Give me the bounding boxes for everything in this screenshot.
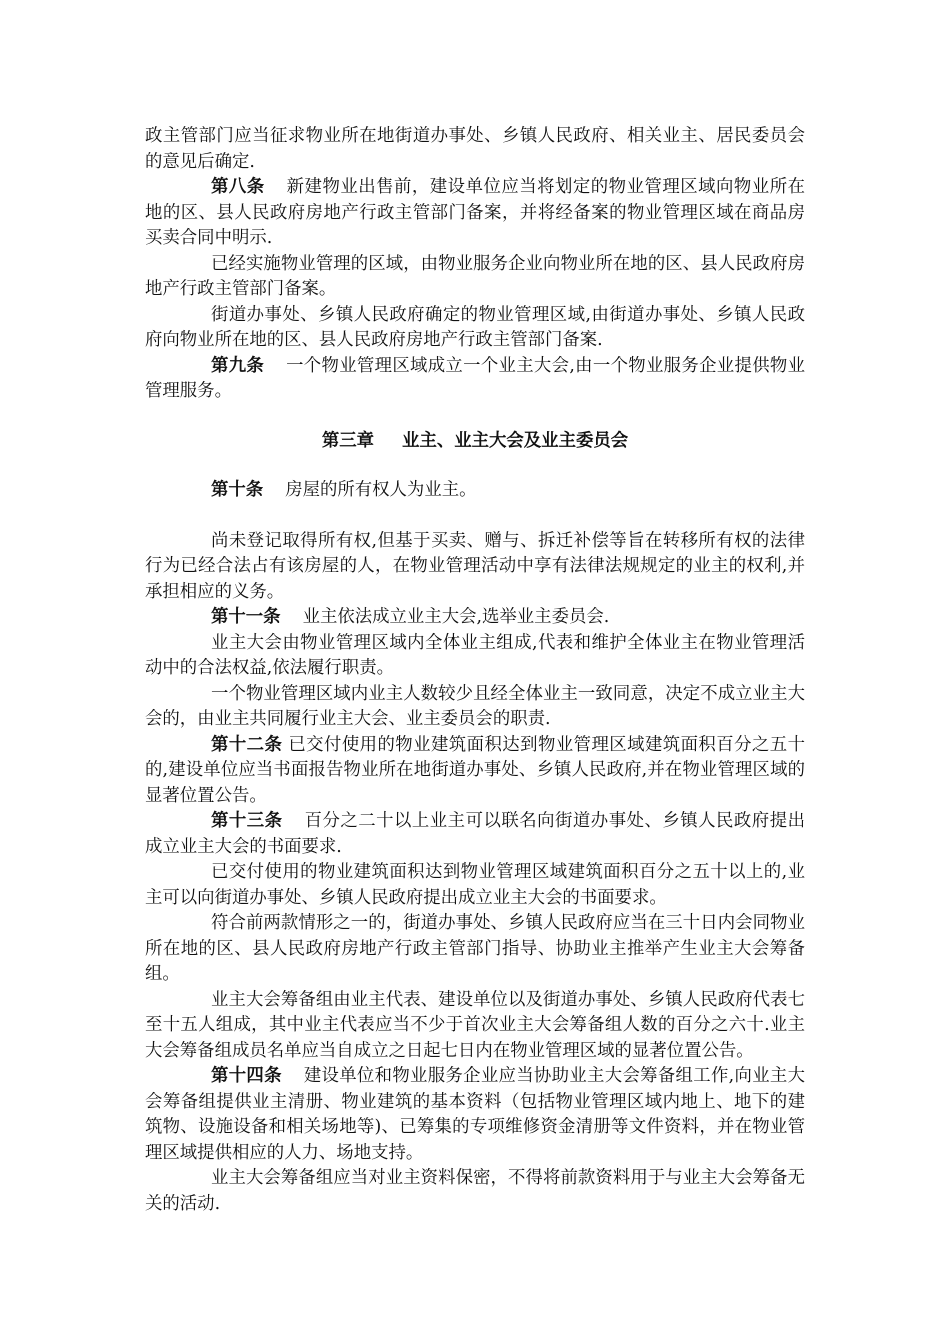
article-9-label: 第九条 [211,355,265,376]
article-13 [145,809,805,860]
article-11 [145,605,805,631]
article-14-text: 建设单位和物业服务企业应当协助业主大会筹备组工作,向业主大会筹备组提供业主清册、物业建筑的基本资料（包括物业管理区域内地上、地下的建筑物、设施设备和相关场地等)、已筹集的专项维修资金清册等文件资料，并在物业管理区域提供相应的人力、场地支持。 [145,1066,805,1163]
article-9 [145,354,805,405]
article-14 [145,1064,805,1166]
article-12 [145,733,805,810]
article-13-paragraph-4: 业主大会筹备组由业主代表、建设单位以及街道办事处、乡镇人民政府代表七至十五人组成，其中业主代表应当不少于首次业主大会筹备组人数的百分之六十.业主大会筹备组成员名单应当自成立之日起七日内在物业管理区域的显著位置公告。 [145,989,805,1061]
article-10-paragraph-2: 尚未登记取得所有权,但基于买卖、赠与、拆迁补偿等旨在转移所有权的法律行为已经合法占有该房屋的人，在物业管理活动中享有法律法规规定的业主的权利,并承担相应的义务。 [145,530,805,602]
article-11-text: 业主依法成立业主大会,选举业主委员会. [302,607,610,627]
article-8-paragraph-2: 已经实施物业管理的区域，由物业服务企业向物业所在地的区、县人民政府房地产行政主管部门备案。 [145,253,805,299]
article-11-paragraph-3: 一个物业管理区域内业主人数较少且经全体业主一致同意，决定不成立业主大会的，由业主共同履行业主大会、业主委员会的职责. [145,683,805,729]
chapter-3-heading [145,405,805,479]
article-8-paragraph-3: 街道办事处、乡镇人民政府确定的物业管理区域,由街道办事处、乡镇人民政府向物业所在地的区、县人民政府房地产行政主管部门备案. [145,304,805,350]
article-13-label: 第十三条 [211,811,283,831]
article-10 [145,478,805,504]
article-11-paragraph-2: 业主大会由物业管理区域内全体业主组成,代表和维护全体业主在物业管理活动中的合法权益,依法履行职责。 [145,632,805,678]
article-9-text: 一个物业管理区域成立一个业主大会,由一个物业服务企业提供物业管理服务。 [145,355,805,401]
article-13-text: 百分之二十以上业主可以联名向街道办事处、乡镇人民政府提出成立业主大会的书面要求. [145,811,805,857]
article-12-label: 第十二条 [211,734,283,755]
article-14-label: 第十四条 [211,1066,282,1086]
article-10-label: 第十条 [211,480,264,500]
article-11-label: 第十一条 [211,607,281,627]
article-8-label: 第八条 [211,177,265,197]
article-8 [145,175,805,252]
article-8-text: 新建物业出售前，建设单位应当将划定的物业管理区域向物业所在地的区、县人民政府房地产行政主管部门备案，并将经备案的物业管理区域在商品房买卖合同中明示. [145,177,805,248]
chapter-3-title: 业主、业主大会及业主委员会 [402,430,629,451]
chapter-3-number: 第三章 [321,430,375,451]
article-13-paragraph-2: 已交付使用的物业建筑面积达到物业管理区域建筑面积百分之五十以上的,业主可以向街道办事处、乡镇人民政府提出成立业主大会的书面要求。 [145,862,805,908]
document-page [145,124,805,1217]
article-12-text: 已交付使用的物业建筑面积达到物业管理区域建筑面积百分之五十的,建设单位应当书面报告物业所在地街道办事处、乡镇人民政府,并在物业管理区域的显著位置公告。 [145,734,805,806]
article-13-paragraph-3: 符合前两款情形之一的，街道办事处、乡镇人民政府应当在三十日内会同物业所在地的区、县人民政府房地产行政主管部门指导、协助业主推举产生业主大会筹备组。 [145,913,805,984]
paragraph-continued: 政主管部门应当征求物业所在地街道办事处、乡镇人民政府、相关业主、居民委员会的意见后确定. [145,126,805,172]
article-10-text: 房屋的所有权人为业主。 [285,480,477,500]
paragraph-spacer [145,504,805,529]
article-14-paragraph-2: 业主大会筹备组应当对业主资料保密，不得将前款资料用于与业主大会筹备无关的活动. [145,1168,805,1214]
